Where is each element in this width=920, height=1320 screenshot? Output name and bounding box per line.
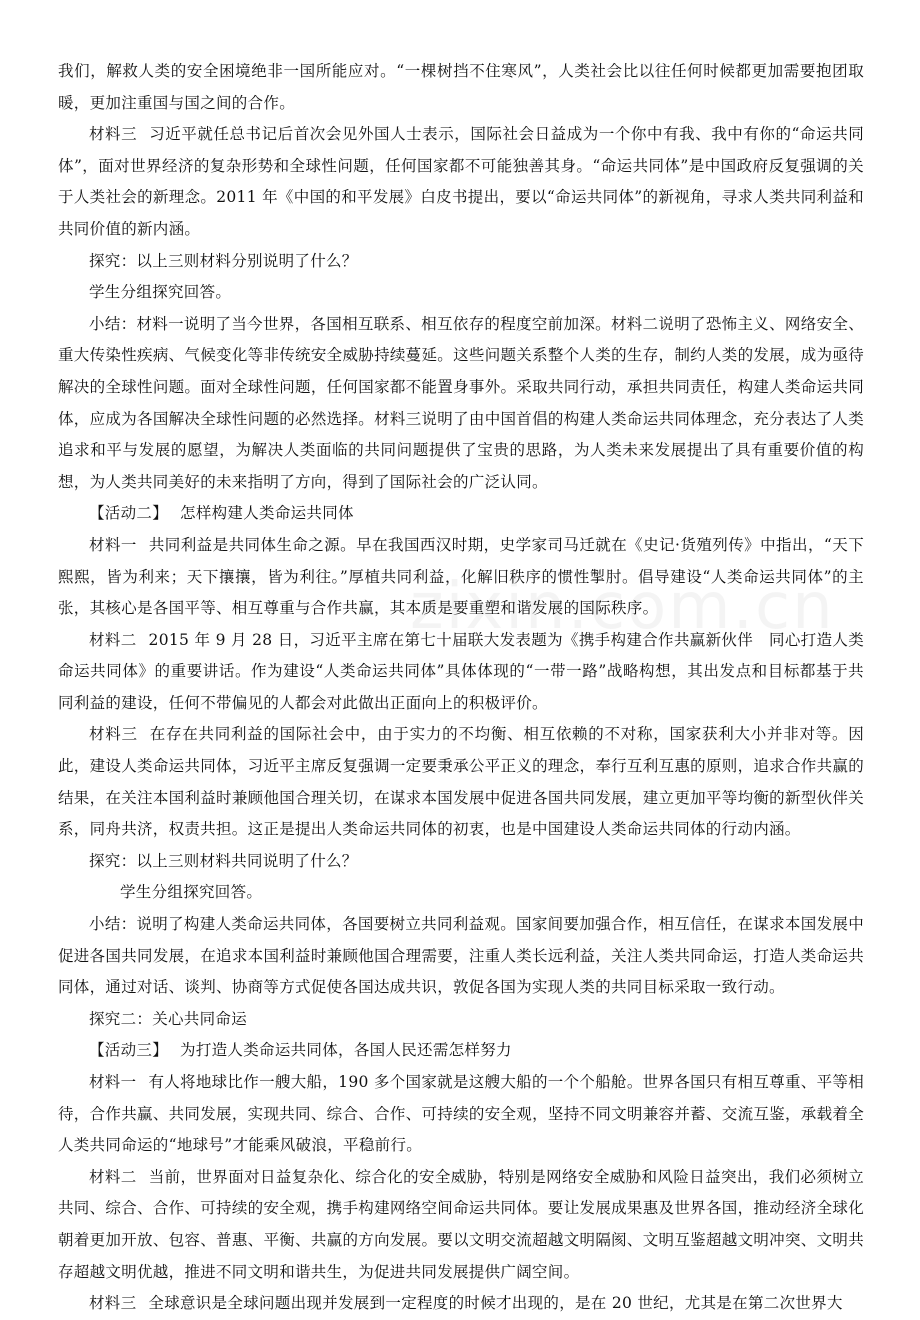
paragraph-continuation: 我们，解救人类的安全困境绝非一国所能应对。“一棵树挡不住寒风”，人类社会比以往任何时候都更加需要抱团取暖，更加注重国与国之间的合作。 xyxy=(58,62,864,112)
material-one-paragraph: 材料一 共同利益是共同体生命之源。早在我国西汉时期，史学家司马迁就在《史记·货殖列传》中指出，“天下熙熙，皆为利来；天下攘攘，皆为利往。”厚植共同利益，化解旧秩序的惯性掣肘。倡导建设“人类命运共同体”的主张，其核心是各国平等、相互尊重与合作共赢，其本质是要重塑和谐发展的国际秩序。 xyxy=(58,535,865,618)
summary-paragraph: 小结：材料一说明了当今世界，各国相互联系、相互依存的程度空前加深。材料二说明了恐怖主义、网络安全、重大传染性疾病、气候变化等非传统安全威胁持续蔓延。这些问题关系整个人类的生存，制约人类的发展，成为亟待解决的全球性问题。面对全球性问题，任何国家都不能置身事外。采取共同行动，承担共同责任，构建人类命运共同体，应成为各国解决全球性问题的必然选择。材料三说明了由中国首倡的构建人类命运共同体理念，充分表达了人类追求和平与发展的愿望，为解决人类面临的共同问题提供了宝贵的思路，为人类未来发展提出了具有重要价值的构想，为人类共同美好的未来指明了方向，得到了国际社会的广泛认同。 xyxy=(58,314,864,491)
student-answer-note: 学生分组探究回答。 xyxy=(89,283,232,302)
material-one-paragraph: 材料一 有人将地球比作一艘大船，190 多个国家就是这艘大船的一个个船舱。世界各国只有相互尊重、平等相待，合作共赢、共同发展，实现共同、综合、合作、可持续的安全观，坚持不同文明兼容并蓄、交流互鉴，承载着全人类共同命运的“地球号”才能乘风破浪，平稳前行。 xyxy=(58,1073,864,1155)
inquiry-question: 探究：以上三则材料共同说明了什么？ xyxy=(89,851,358,870)
summary-paragraph: 小结：说明了构建人类命运共同体，各国要树立共同利益观。国家间要加强合作，相互信任，在谋求本国发展中促进各国共同发展，在追求本国利益时兼顾他国合理需要，注重人类长远利益，关注人类共同命运，打造人类命运共同体，通过对话、谈判、协商等方式促使各国达成共识，敦促各国为实现人类的共同目标采取一致行动。 xyxy=(58,915,864,997)
material-three-paragraph: 材料三 全球意识是全球问题出现并发展到一定程度的时候才出现的，是在 20 世纪，尤其是在第二次世界大 xyxy=(89,1294,843,1313)
activity-three-heading: 【活动三】 为打造人类命运共同体，各国人民还需怎样努力 xyxy=(89,1041,512,1060)
material-three-paragraph: 材料三 习近平就任总书记后首次会见外国人士表示，国际社会日益成为一个你中有我、我中有你的“命运共同体”，面对世界经济的复杂形势和全球性问题，任何国家都不可能独善其身。“命运共同体”是中国政府反复强调的关于人类社会的新理念。2011 年《中国的和平发展》白皮书提出，要以“命运共同体”的新视角，寻求人类共同利益和共同价值的新内涵。 xyxy=(58,125,864,238)
activity-two-heading: 【活动二】 怎样构建人类命运共同体 xyxy=(89,504,354,523)
inquiry-question: 探究：以上三则材料分别说明了什么？ xyxy=(89,251,358,270)
document-page xyxy=(58,56,864,1320)
inquiry-two-heading: 探究二：关心共同命运 xyxy=(89,1009,248,1028)
material-two-paragraph: 材料二 当前，世界面对日益复杂化、综合化的安全威胁，特别是网络安全威胁和风险日益突出，我们必须树立共同、综合、合作、可持续的安全观，携手构建网络空间命运共同体。要让发展成果惠及世界各国，推动经济全球化朝着更加开放、包容、普惠、平衡、共赢的方向发展。要以文明交流超越文明隔阂、文明互鉴超越文明冲突、文明共存超越文明优越，推进不同文明和谐共生，为促进共同发展提供广阔空间。 xyxy=(58,1167,864,1281)
material-two-paragraph: 材料二 2015 年 9 月 28 日，习近平主席在第七十届联大发表题为《携手构建合作共赢新伙伴 同心打造人类命运共同体》的重要讲话。作为建设“人类命运共同体”具体体现的“一带一路”战略构想，其出发点和目标都基于共同利益的建设，任何不带偏见的人都会对此做出正面向上的积极评价。 xyxy=(58,630,865,712)
material-three-paragraph: 材料三 在存在共同利益的国际社会中，由于实力的不均衡、相互依赖的不对称，国家获利大小并非对等。因此，建设人类命运共同体，习近平主席反复强调一定要秉承公平正义的理念，奉行互利互惠的原则，追求合作共赢的结果，在关注本国利益时兼顾他国合理关切，在谋求本国发展中促进各国共同发展，建立更加平等均衡的新型伙伴关系，同舟共济，权责共担。这正是提出人类命运共同体的初衷，也是中国建设人类命运共同体的行动内涵。 xyxy=(58,725,864,839)
student-answer-note: 学生分组探究回答。 xyxy=(120,883,263,902)
